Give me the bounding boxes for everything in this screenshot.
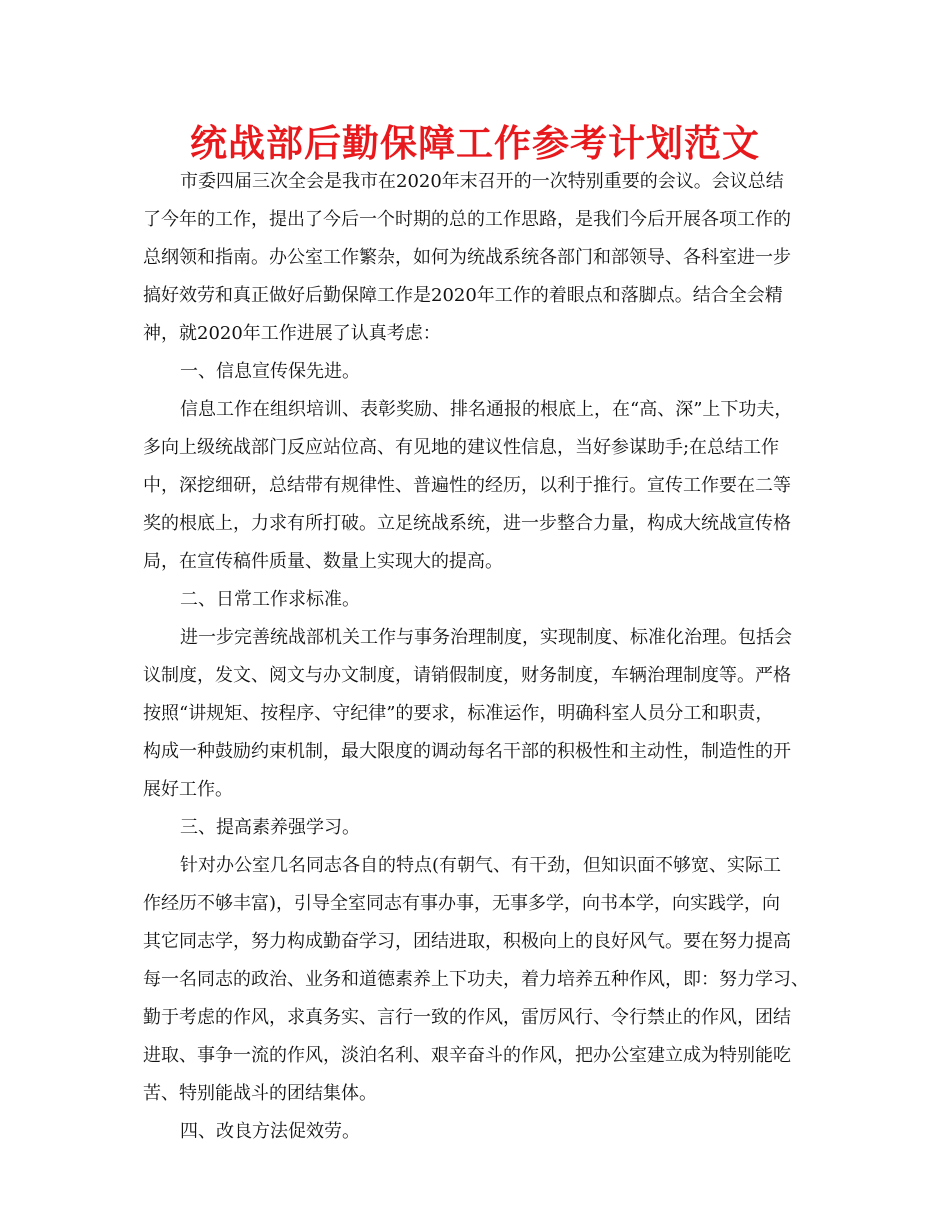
paragraph-line: 奖的根底上，力求有所打破。立足统战系统，进一步整合力量，构成大统战宣传格: [143, 513, 791, 534]
paragraph-line: 搞好效劳和真正做好后勤保障工作是2020年工作的着眼点和落脚点。结合全会精: [143, 285, 783, 306]
section-heading: 四、改良方法促效劳。: [180, 1121, 360, 1142]
paragraph-line: 展好工作。: [143, 779, 233, 800]
paragraph-line: 作经历不够丰富)，引导全室同志有事办事，无事多学，向书本学，向实践学，向: [143, 893, 781, 914]
paragraph-line: 每一名同志的政治、业务和道德素养上下功夫，着力培养五种作风，即：努力学习、: [143, 969, 809, 990]
paragraph-line: 中，深挖细研，总结带有规律性、普遍性的经历，以利于推行。宣传工作要在二等: [143, 475, 791, 496]
paragraph-line: 苦、特别能战斗的团结集体。: [143, 1083, 377, 1104]
paragraph-line: 进一步完善统战部机关工作与事务治理制度，实现制度、标准化治理。包括会: [180, 627, 792, 648]
paragraph-line: 进取、事争一流的作风，淡泊名利、艰辛奋斗的作风，把办公室建立成为特别能吃: [143, 1045, 791, 1066]
paragraph-line: 其它同志学，努力构成勤奋学习，团结进取，积极向上的良好风气。要在努力提高: [143, 931, 791, 952]
section-heading: 二、日常工作求标准。: [180, 589, 360, 610]
document-title: 统战部后勤保障工作参考计划范文: [190, 122, 760, 165]
paragraph-line: 议制度，发文、阅文与办文制度，请销假制度，财务制度，车辆治理制度等。严格: [143, 665, 791, 686]
section-heading: 一、信息宣传保先进。: [180, 361, 360, 382]
paragraph-line: 构成一种鼓励约束机制，最大限度的调动每名干部的积极性和主动性，制造性的开: [143, 741, 791, 762]
paragraph-line: 按照“讲规矩、按程序、守纪律”的要求，标准运作，明确科室人员分工和职责，: [143, 703, 774, 724]
paragraph-line: 总纲领和指南。办公室工作繁杂，如何为统战系统各部门和部领导、各科室进一步: [143, 247, 791, 268]
paragraph-line: 了今年的工作，提出了今后一个时期的总的工作思路，是我们今后开展各项工作的: [143, 209, 791, 230]
paragraph-line: 勤于考虑的作风，求真务实、言行一致的作风，雷厉风行、令行禁止的作风，团结: [143, 1007, 791, 1028]
paragraph-line: 市委四届三次全会是我市在2020年末召开的一次特别重要的会议。会议总结: [180, 171, 784, 192]
paragraph-line: 信息工作在组织培训、表彰奖励、排名通报的根底上，在“高、深”上下功夫，: [180, 399, 793, 420]
section-heading: 三、提高素养强学习。: [180, 817, 360, 838]
paragraph-line: 局，在宣传稿件质量、数量上实现大的提高。: [143, 551, 503, 572]
paragraph-line: 针对办公室几名同志各自的特点(有朝气、有干劲，但知识面不够宽、实际工: [180, 855, 782, 876]
document-body: [143, 163, 813, 1151]
paragraph-line: 神，就2020年工作进展了认真考虑：: [143, 323, 441, 344]
paragraph-line: 多向上级统战部门反应站位高、有见地的建议性信息，当好参谋助手;在总结工作: [143, 437, 780, 458]
